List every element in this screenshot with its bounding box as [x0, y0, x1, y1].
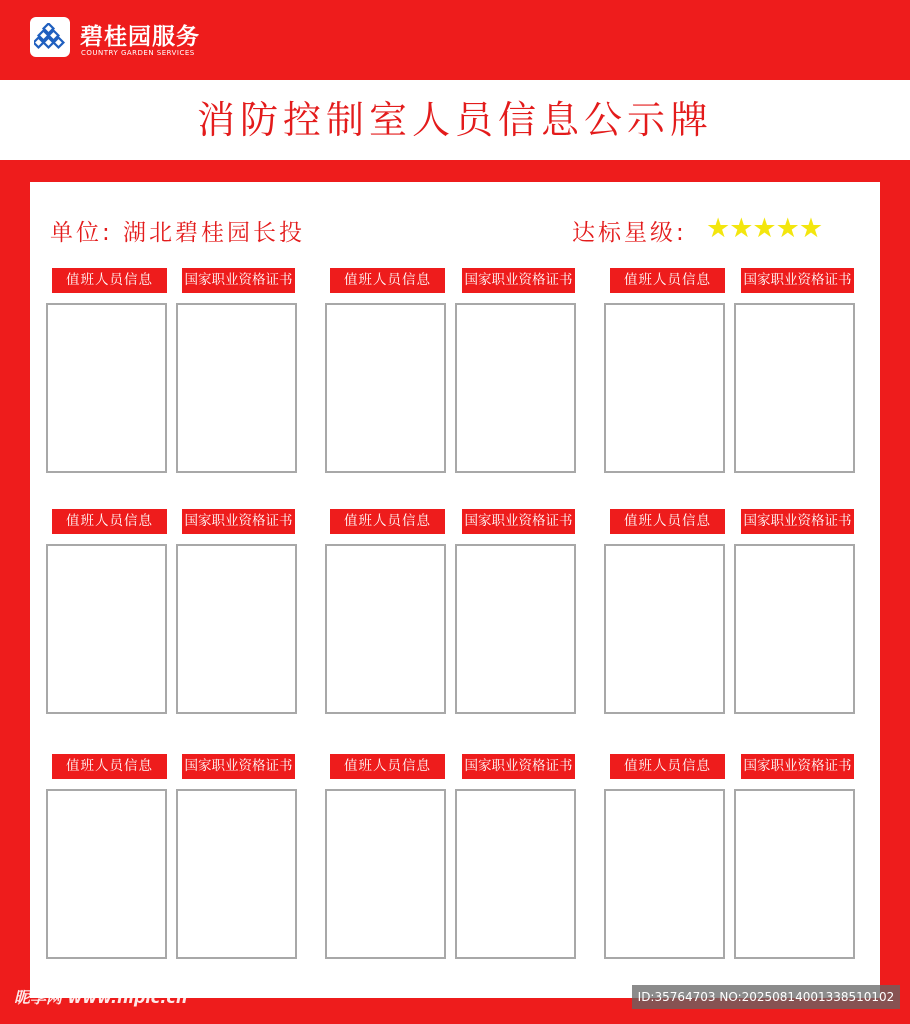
certificate-photo-box	[734, 303, 855, 473]
duty-photo-box	[46, 303, 167, 473]
certificate-tag: 国家职业资格证书	[182, 509, 295, 534]
brand-name-en: COUNTRY GARDEN SERVICES	[81, 49, 195, 57]
certificate-tag: 国家职业资格证书	[741, 754, 854, 779]
duty-info-tag: 值班人员信息	[52, 268, 167, 293]
duty-photo-box	[325, 303, 446, 473]
certificate-tag: 国家职业资格证书	[741, 509, 854, 534]
certificate-tag: 国家职业资格证书	[741, 268, 854, 293]
duty-info-tag: 值班人员信息	[52, 754, 167, 779]
duty-info-tag: 值班人员信息	[330, 754, 445, 779]
duty-info-tag: 值班人员信息	[610, 509, 725, 534]
certificate-photo-box	[455, 789, 576, 959]
duty-photo-box	[604, 303, 725, 473]
certificate-tag: 国家职业资格证书	[182, 268, 295, 293]
certificate-photo-box	[455, 544, 576, 714]
duty-photo-box	[604, 789, 725, 959]
title-band	[0, 80, 910, 160]
certificate-photo-box	[176, 303, 297, 473]
star-rating-icon: ★★★★★	[706, 213, 823, 244]
duty-photo-box	[46, 544, 167, 714]
certificate-photo-box	[176, 544, 297, 714]
duty-info-tag: 值班人员信息	[610, 754, 725, 779]
certificate-photo-box	[734, 789, 855, 959]
certificate-tag: 国家职业资格证书	[462, 268, 575, 293]
header-bar	[0, 0, 910, 80]
duty-photo-box	[46, 789, 167, 959]
duty-photo-box	[604, 544, 725, 714]
certificate-photo-box	[176, 789, 297, 959]
country-garden-logo-icon	[34, 23, 66, 51]
certificate-tag: 国家职业资格证书	[462, 509, 575, 534]
certificate-tag: 国家职业资格证书	[462, 754, 575, 779]
duty-info-tag: 值班人员信息	[330, 509, 445, 534]
duty-info-tag: 值班人员信息	[330, 268, 445, 293]
watermark-site: 昵享网 www.nipic.cn	[14, 988, 188, 1007]
certificate-photo-box	[734, 544, 855, 714]
unit-label: 单位: 湖北碧桂园长投	[50, 220, 306, 246]
brand-name-cn: 碧桂园服务	[80, 24, 200, 50]
certificate-photo-box	[455, 303, 576, 473]
duty-photo-box	[325, 544, 446, 714]
duty-info-tag: 值班人员信息	[52, 509, 167, 534]
company-logo	[30, 17, 70, 57]
rating-label: 达标星级:	[572, 220, 687, 246]
page-title: 消防控制室人员信息公示牌	[196, 98, 713, 142]
certificate-tag: 国家职业资格证书	[182, 754, 295, 779]
watermark-id: ID:35764703 NO:20250814001338510102	[632, 985, 900, 1009]
duty-photo-box	[325, 789, 446, 959]
duty-info-tag: 值班人员信息	[610, 268, 725, 293]
